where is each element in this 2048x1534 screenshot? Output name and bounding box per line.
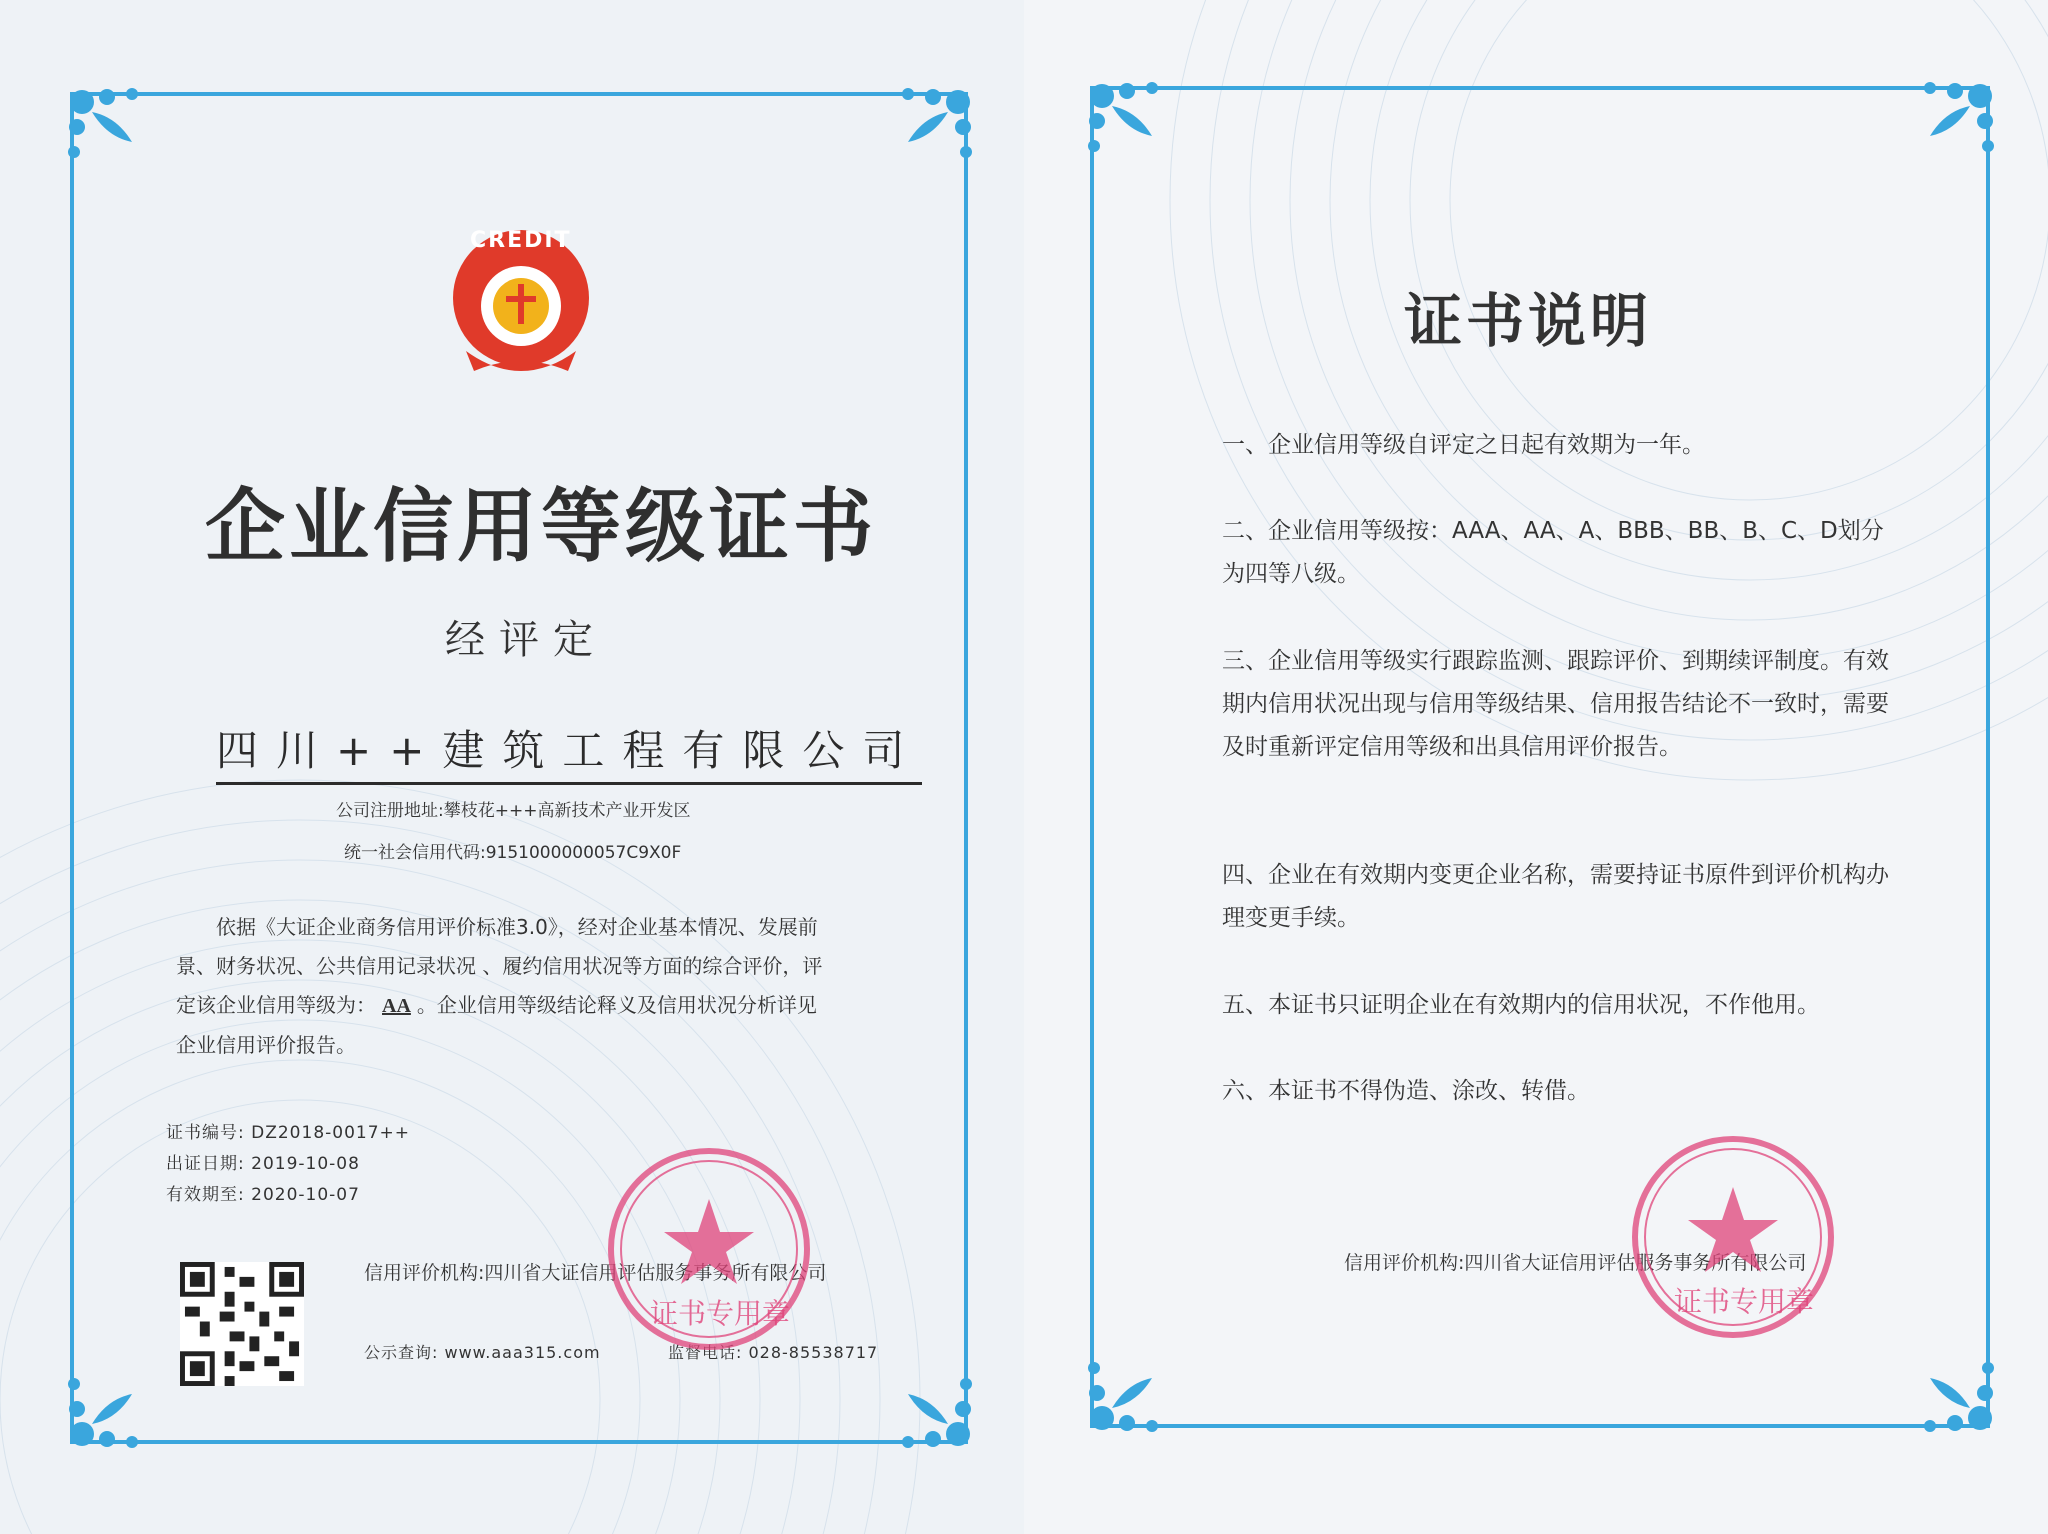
certificate-number: 证书编号: DZ2018-0017++ — [166, 1123, 411, 1143]
instructions-title: 证书说明 — [1404, 287, 1653, 355]
corner-ornament-icon — [1880, 76, 2000, 196]
public-query: 公示查询: www.aaa315.com — [364, 1343, 601, 1362]
certificate-title: 企业信用等级证书 — [205, 480, 877, 573]
paragraph-line — [176, 986, 876, 1026]
paragraph-text: 定该企业信用等级为： — [176, 993, 376, 1017]
rating-organization: 信用评价机构:四川省大证信用评估服务事务所有限公司 — [364, 1262, 827, 1284]
credit-code: 统一社会信用代码:9151000000057C9X0F — [344, 843, 682, 863]
corner-ornament-icon — [62, 82, 182, 202]
corner-ornament-icon — [1880, 1318, 2000, 1438]
corner-ornament-icon — [62, 1334, 182, 1454]
logo-text: CREDIT — [470, 228, 572, 253]
instruction-item: 四、企业在有效期内变更企业名称，需要持证书原件到评价机构办理变更手续。 — [1222, 862, 1889, 931]
corner-ornament-icon — [1082, 1318, 1202, 1438]
evaluation-paragraph — [176, 908, 876, 1065]
certificate-meta — [166, 1118, 410, 1211]
rating-organization: 信用评价机构:四川省大证信用评估服务事务所有限公司 — [1344, 1252, 1807, 1274]
instruction-item: 二、企业信用等级按：AAA、AA、A、BBB、BB、B、C、D划分为四等八级。 — [1222, 518, 1884, 587]
seal-label: 证书专用章 — [650, 1297, 791, 1330]
company-name: 四川++建筑工程有限公司 — [216, 718, 922, 785]
qr-code-icon — [180, 1262, 304, 1386]
paragraph-line: 企业信用评价报告。 — [176, 1033, 356, 1057]
issue-date: 出证日期: 2019-10-08 — [166, 1154, 360, 1174]
company-address: 公司注册地址:攀枝花+++高新技术产业开发区 — [336, 801, 691, 821]
certificate-subtitle: 经评定 — [445, 617, 607, 663]
paragraph-line: 景、财务状况、公共信用记录状况 、履约信用状况等方面的综合评价，评 — [176, 954, 823, 978]
corner-ornament-icon — [1082, 76, 1202, 196]
instruction-item: 五、本证书只证明企业在有效期内的信用状况，不作他用。 — [1222, 992, 1820, 1018]
paragraph-line: 依据《大证企业商务信用评价标准3.0》，经对企业基本情况、发展前 — [216, 915, 818, 939]
instruction-item: 一、企业信用等级自评定之日起有效期为一年。 — [1222, 432, 1705, 458]
supervision-phone: 监督电话: 028-85538717 — [668, 1343, 879, 1362]
instruction-item: 三、企业信用等级实行跟踪监测、跟踪评价、到期续评制度。有效期内信用状况出现与信用等级结果、信用报告结论不一致时，需要及时重新评定信用等级和出具信用评价报告。 — [1222, 648, 1889, 760]
credit-grade: AA — [382, 995, 411, 1017]
paragraph-text: 。企业信用等级结论释义及信用状况分析详见 — [416, 993, 817, 1017]
corner-ornament-icon — [858, 82, 978, 202]
instruction-item: 六、本证书不得伪造、涂改、转借。 — [1222, 1078, 1590, 1104]
valid-until: 有效期至: 2020-10-07 — [166, 1185, 360, 1205]
seal-label: 证书专用章 — [1674, 1285, 1815, 1318]
